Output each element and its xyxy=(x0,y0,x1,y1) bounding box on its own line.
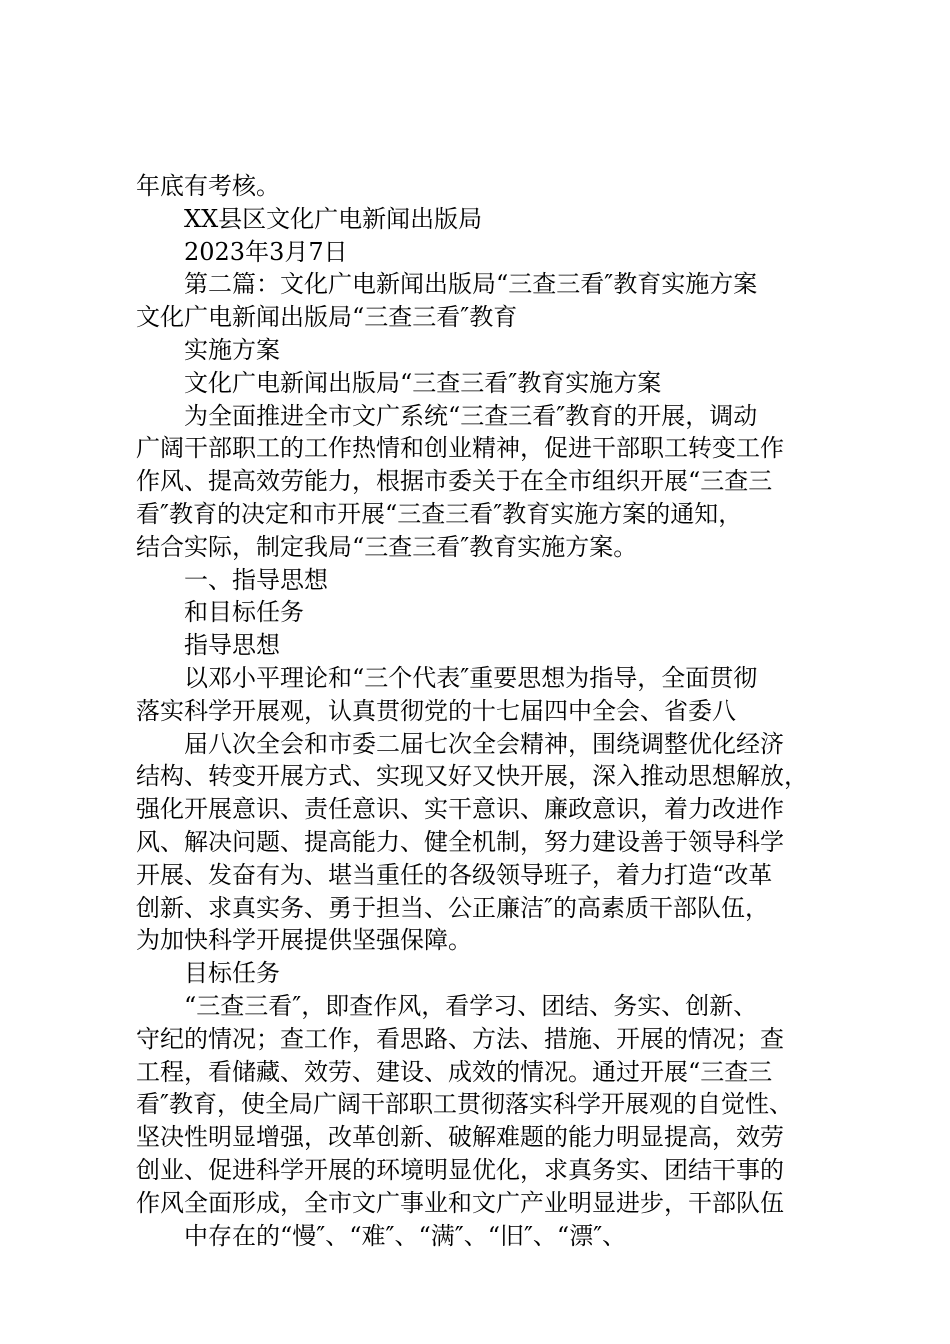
text-line: 目标任务 xyxy=(184,959,280,988)
text-line: 开展、发奋有为、堪当重任的各级领导班子，着力打造“改革 xyxy=(136,860,773,889)
text-line: 坚决性明显增强，改革创新、破解难题的能力明显提高，效劳 xyxy=(136,1123,784,1152)
text-line: XX县区文化广电新闻出版局 xyxy=(184,204,483,233)
text-line: 工程，看储藏、效劳、建设、成效的情况。通过开展“三查三 xyxy=(136,1057,773,1086)
text-line: 落实科学开展观，认真贯彻党的十七届四中全会、省委八 xyxy=(136,696,736,725)
text-line: 作风全面形成，全市文广事业和文广产业明显进步，干部队伍 xyxy=(136,1188,784,1217)
text-line: 作风、提高效劳能力，根据市委关于在全市组织开展“三查三 xyxy=(136,467,773,496)
text-line: 看″教育，使全局广阔干部职工贯彻落实科学开展观的自觉性、 xyxy=(136,1090,793,1119)
text-line: 强化开展意识、责任意识、实干意识、廉政意识，着力改进作 xyxy=(136,795,784,824)
text-line: 看″教育的决定和市开展“三查三看″教育实施方案的通知， xyxy=(136,499,743,528)
text-line: 指导思想 xyxy=(184,631,280,660)
text-line: 守纪的情况；查工作，看思路、方法、措施、开展的情况；查 xyxy=(136,1024,784,1053)
text-line: 创新、求真实务、勇于担当、公正廉洁″的高素质干部队伍， xyxy=(136,893,769,922)
text-line: 一、指导思想 xyxy=(184,565,328,594)
text-line: 以邓小平理论和“三个代表″重要思想为指导，全面贯彻 xyxy=(184,663,758,692)
text-line: 为加快科学开展提供坚强保障。 xyxy=(136,926,472,955)
text-line: 结合实际，制定我局“三查三看″教育实施方案。 xyxy=(136,532,638,561)
text-line: 文化广电新闻出版局“三查三看″教育 xyxy=(136,303,518,332)
text-line: 为全面推进全市文广系统“三查三看″教育的开展，调动 xyxy=(184,401,758,430)
text-line: 创业、促进科学开展的环境明显优化，求真务实、团结干事的 xyxy=(136,1155,784,1184)
text-line: 文化广电新闻出版局“三查三看″教育实施方案 xyxy=(184,368,662,397)
text-line: “三查三看″，即查作风，看学习、团结、务实、创新、 xyxy=(184,991,758,1020)
text-line: 和目标任务 xyxy=(184,598,304,627)
text-line: 中存在的“慢″、“难″、“满″、“旧″、“漂″、 xyxy=(184,1221,627,1250)
text-line: 广阔干部职工的工作热情和创业精神，促进干部职工转变工作 xyxy=(136,434,784,463)
text-line: 结构、转变开展方式、实现又好又快开展，深入推动思想解放， xyxy=(136,762,808,791)
text-line: 第二篇：文化广电新闻出版局“三查三看″教育实施方案 xyxy=(184,270,758,299)
text-line: 年底有考核。 xyxy=(136,172,280,200)
text-line: 实施方案 xyxy=(184,335,280,364)
text-line: 2023年3月7日 xyxy=(184,237,348,266)
document-body xyxy=(136,170,836,1252)
text-line: 届八次全会和市委二届七次全会精神，围绕调整优化经济 xyxy=(184,729,784,758)
text-line: 风、解决问题、提高能力、健全机制，努力建设善于领导科学 xyxy=(136,827,784,856)
